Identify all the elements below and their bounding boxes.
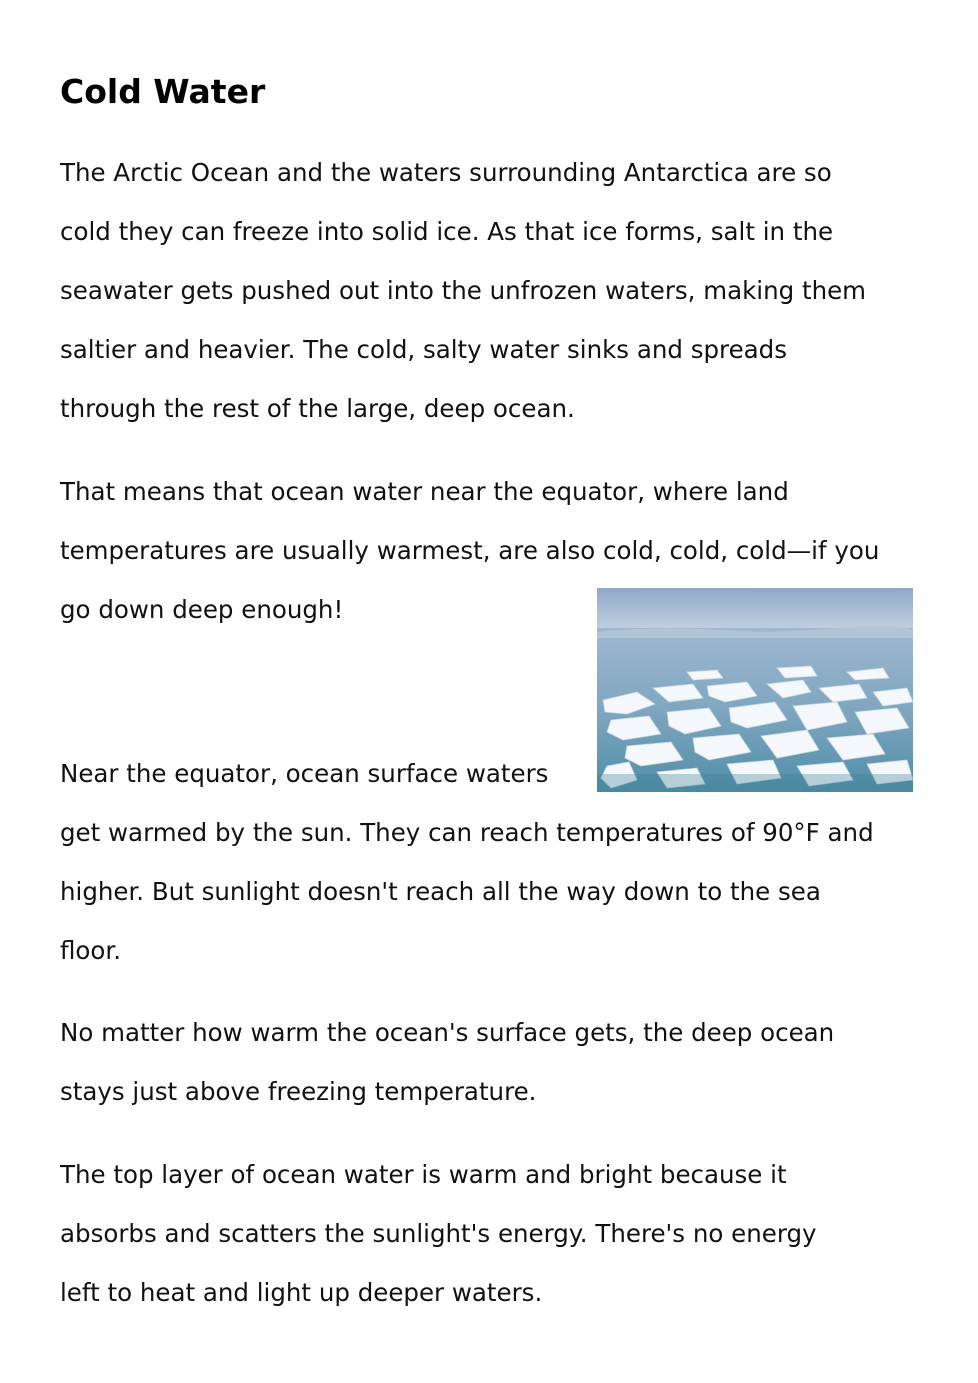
text-line: seawater gets pushed out into the unfrozen waters, making them xyxy=(60,276,867,305)
text-line: floor. xyxy=(60,936,122,965)
text-line: saltier and heavier. The cold, salty water sinks and spreads xyxy=(60,335,787,364)
text-line: The Arctic Ocean and the waters surrounding Antarctica are so xyxy=(60,158,832,187)
text-line: get warmed by the sun. They can reach temperatures of 90°F and xyxy=(60,818,874,847)
page-title: Cold Water xyxy=(60,72,266,111)
text-line: left to heat and light up deeper waters. xyxy=(60,1278,543,1307)
text-line: stays just above freezing temperature. xyxy=(60,1077,537,1106)
paragraph-top-layer xyxy=(60,1145,930,1322)
text-line: The top layer of ocean water is warm and bright because it xyxy=(60,1160,787,1189)
text-line: temperatures are usually warmest, are also cold, cold, cold—if you xyxy=(60,536,880,565)
text-line: Near the equator, ocean surface waters xyxy=(60,759,549,788)
text-line: go down deep enough! xyxy=(60,595,344,624)
paragraph-arctic xyxy=(60,143,930,438)
sea-ice-photo xyxy=(597,588,913,792)
text-line: That means that ocean water near the equator, where land xyxy=(60,477,789,506)
paragraph-deep-ocean xyxy=(60,1003,930,1121)
text-line: cold they can freeze into solid ice. As that ice forms, salt in the xyxy=(60,217,834,246)
text-line: absorbs and scatters the sunlight's energy. There's no energy xyxy=(60,1219,817,1248)
text-line: higher. But sunlight doesn't reach all the way down to the sea xyxy=(60,877,821,906)
text-line: through the rest of the large, deep ocean. xyxy=(60,394,575,423)
text-line: No matter how warm the ocean's surface gets, the deep ocean xyxy=(60,1018,835,1047)
